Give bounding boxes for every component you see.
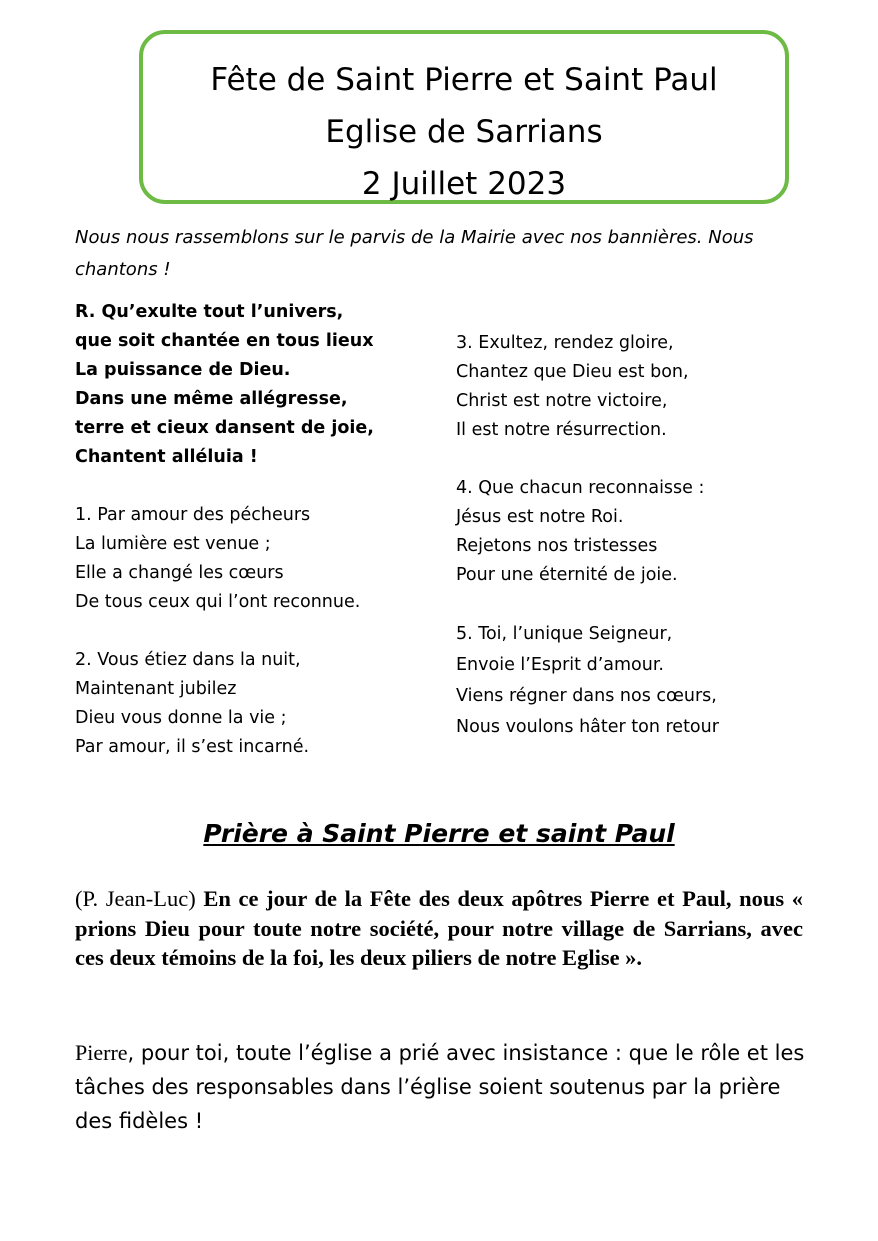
- pierre-prayer-text: , pour toi, toute l’église a prié avec insistance : que le rôle et les tâches des responsables dans l’église soient soutenus par la prière des fidèles !: [75, 1041, 805, 1133]
- church-name: Eglise de Sarrians: [325, 114, 603, 150]
- verse-line: Nous voulons hâter ton retour: [456, 717, 719, 737]
- verse-line: De tous ceux qui l’ont reconnue.: [75, 592, 361, 612]
- verse-line: Par amour, il s’est incarné.: [75, 737, 310, 757]
- verse-1: [75, 501, 445, 617]
- verse-line: Pour une éternité de joie.: [456, 565, 678, 585]
- verse-5: [456, 619, 846, 743]
- verse-line: Il est notre résurrection.: [456, 420, 667, 440]
- verse-3: [456, 329, 846, 445]
- prayer-pierre-paragraph: [75, 1036, 815, 1138]
- verse-line: Maintenant jubilez: [75, 679, 237, 699]
- refrain-line: terre et cieux dansent de joie,: [75, 418, 374, 438]
- prayer-title: Prière à Saint Pierre et saint Paul: [203, 819, 675, 848]
- verse-2: [75, 646, 445, 762]
- feast-title: Fête de Saint Pierre et Saint Paul: [210, 62, 718, 98]
- verse-line: 3. Exultez, rendez gloire,: [456, 333, 674, 353]
- prayer-intro-text: En ce jour de la Fête des deux apôtres Pierre et Paul, nous « prions Dieu pour toute notre société, pour notre village de Sarrians, avec ces deux témoins de la foi, les deux piliers de notre Eglise ».: [75, 886, 803, 970]
- verse-line: Envoie l’Esprit d’amour.: [456, 655, 664, 675]
- verse-line: Viens régner dans nos cœurs,: [456, 686, 717, 706]
- verse-line: 5. Toi, l’unique Seigneur,: [456, 624, 673, 644]
- hymn-left-column: [75, 298, 445, 791]
- verse-line: 1. Par amour des pécheurs: [75, 505, 311, 525]
- refrain: [75, 298, 445, 472]
- refrain-line: Chantent alléluia !: [75, 447, 258, 467]
- refrain-line: que soit chantée en tous lieux: [75, 331, 374, 351]
- verse-line: La lumière est venue ;: [75, 534, 271, 554]
- hymn-right-column: [456, 329, 846, 772]
- title-box: [139, 30, 789, 204]
- verse-4: [456, 474, 846, 590]
- verse-line: Elle a changé les cœurs: [75, 563, 284, 583]
- pierre-name: Pierre: [75, 1040, 128, 1065]
- event-date: 2 Juillet 2023: [361, 166, 567, 202]
- prayer-author: (P. Jean-Luc): [75, 886, 196, 911]
- refrain-line: Dans une même allégresse,: [75, 389, 348, 409]
- verse-line: Christ est notre victoire,: [456, 391, 668, 411]
- verse-line: Dieu vous donne la vie ;: [75, 708, 287, 728]
- intro-instruction: Nous nous rassemblons sur le parvis de la Mairie avec nos bannières. Nous chantons !: [75, 227, 754, 280]
- refrain-line: La puissance de Dieu.: [75, 360, 291, 380]
- verse-line: Jésus est notre Roi.: [456, 507, 624, 527]
- verse-line: Rejetons nos tristesses: [456, 536, 658, 556]
- prayer-intro-paragraph: [75, 884, 803, 973]
- refrain-line: R. Qu’exulte tout l’univers,: [75, 302, 344, 322]
- verse-line: 2. Vous étiez dans la nuit,: [75, 650, 301, 670]
- verse-line: Chantez que Dieu est bon,: [456, 362, 689, 382]
- verse-line: 4. Que chacun reconnaisse :: [456, 478, 705, 498]
